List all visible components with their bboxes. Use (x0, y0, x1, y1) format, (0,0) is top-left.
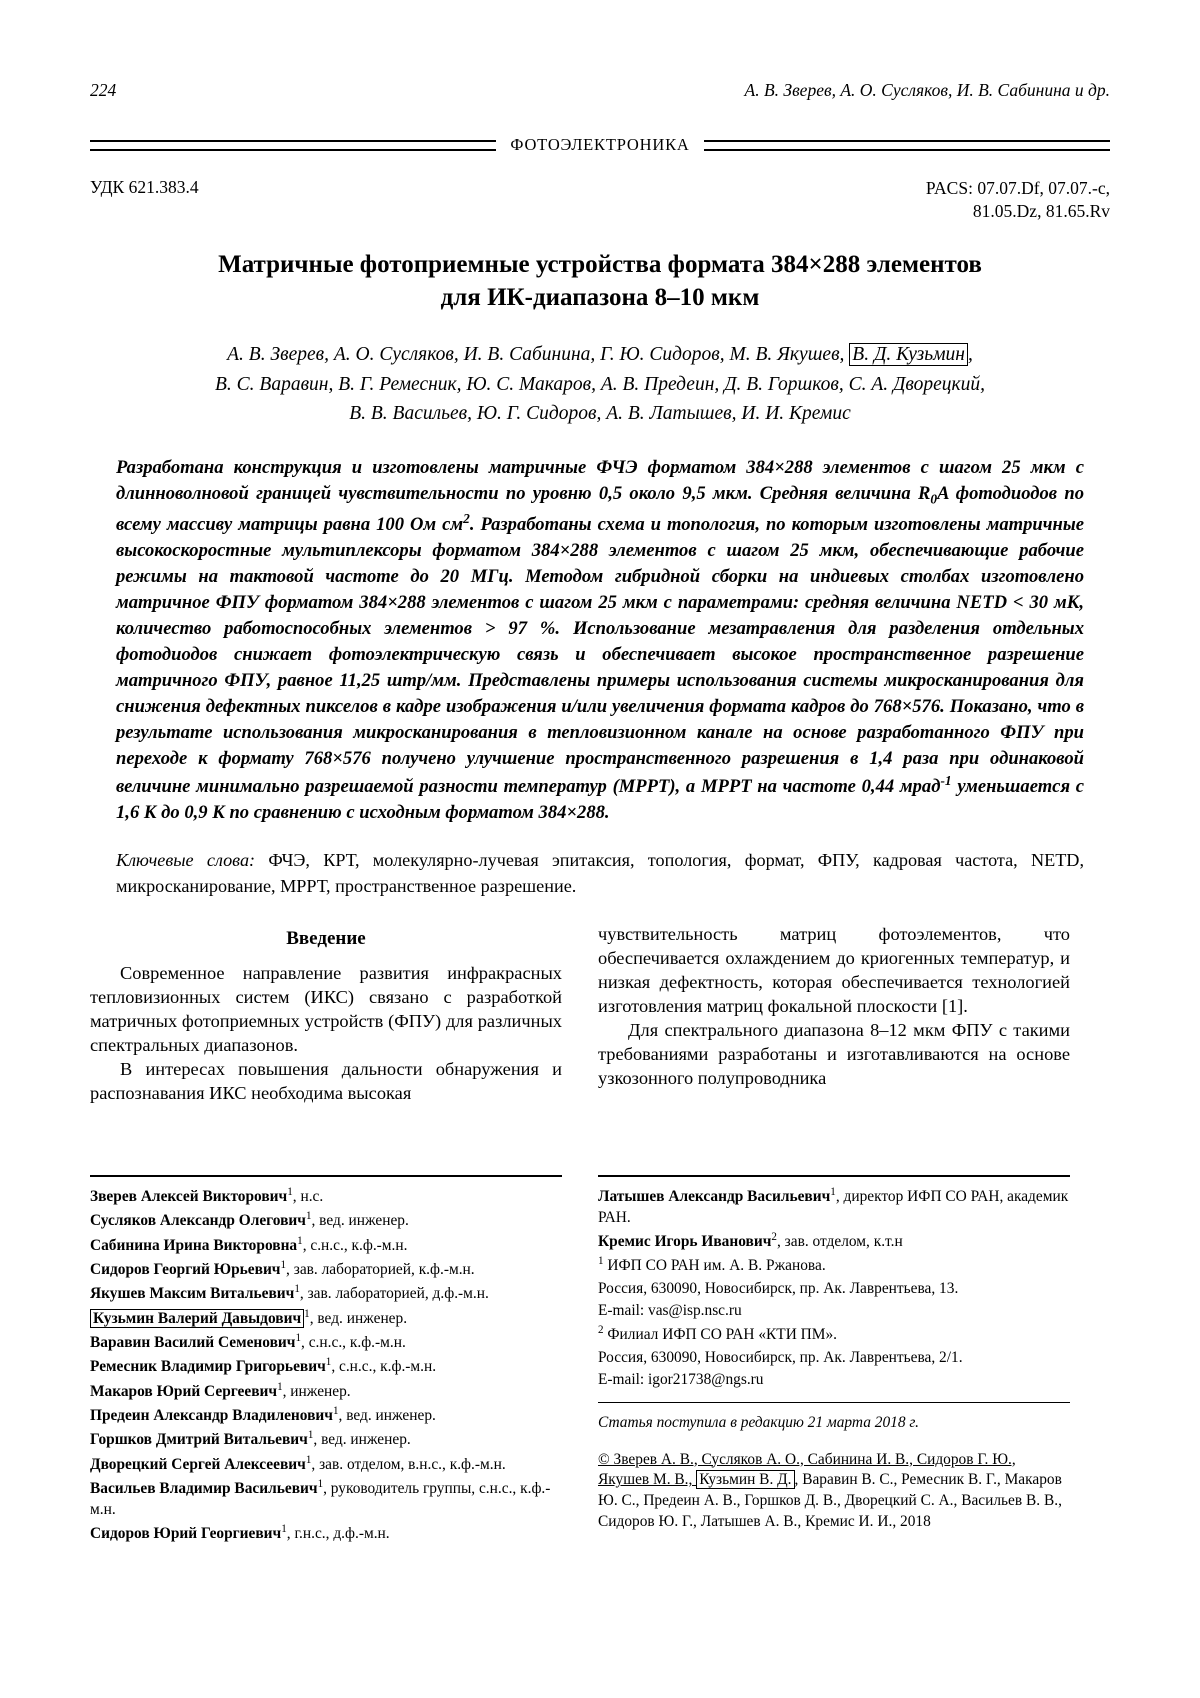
abstract-sup-1: 2 (463, 510, 470, 526)
footnote-affiliation-marker: 1 (830, 1186, 836, 1198)
footnote-affiliation-marker: 1 (304, 1307, 310, 1320)
affiliation-name: Филиал ИФП СО РАН «КТИ ПМ». (603, 1326, 837, 1344)
footnote-author-name: Кремис Игорь Иванович (598, 1233, 772, 1251)
footnote-author-entry (90, 1428, 562, 1451)
pacs-line-1: PACS: 07.07.Df, 07.07.-c, (925, 178, 1110, 198)
footnote-affiliation-marker: 1 (277, 1380, 283, 1393)
footnote-author-name: Сидоров Георгий Юрьевич (90, 1261, 281, 1279)
running-head (90, 80, 1110, 101)
footnote-author-entry (90, 1282, 562, 1305)
footnote-author-name: Зверев Алексей Викторович (90, 1188, 288, 1206)
footnote-affiliation-marker: 1 (297, 1234, 303, 1247)
footnote-column-right (598, 1175, 1070, 1548)
affiliation-name: ИФП СО РАН им. А. В. Ржанова. (603, 1257, 826, 1275)
footnote-author-entry (90, 1453, 562, 1476)
affiliation-entry (598, 1323, 1070, 1346)
received-date: Статья поступила в редакцию 21 марта 2018 г. (598, 1402, 1070, 1434)
footnote-author-entry (598, 1185, 1070, 1229)
footnote-author-entry (90, 1185, 562, 1208)
footnote-author-entry (90, 1522, 562, 1545)
pacs-codes (926, 177, 1110, 223)
footnote-author-entry (90, 1477, 562, 1521)
authors-line-2: В. С. Варавин, В. Г. Ремесник, Ю. С. Макаров, А. В. Предеин, Д. В. Горшков, С. А. Дворецкий, (214, 373, 986, 395)
footnote-affiliation-marker: 1 (280, 1259, 287, 1272)
title-line-2: для ИК-диапазона 8–10 мкм (440, 283, 760, 311)
footnote-author-role: , с.н.с., к.ф.-м.н. (302, 1236, 408, 1254)
footnote-affiliation-marker: 1 (317, 1478, 324, 1491)
authors-line-1-part-b: , (967, 344, 973, 366)
abstract-sub-1: 0 (930, 491, 938, 507)
highlighted-author: В. Д. Кузьмин (849, 343, 968, 366)
abstract-part-3: . Разработаны схема и топология, по которым изготовлены матричные высокоскоростные мультиплексоры форматом 384×288 элементов с шагом 25 мкм, обеспечивающие рабочие режимы на тактовой частоте до 20 МГц. Методом гибридной сборки на индиевых столбах изготовлено матричное ФПУ форматом 384×288 элементов с шагом 25 мкм с параметрами: средняя величина NETD < 30 мК, количество работоспособных элементов > 97 %. Использование мезатравления для разделения отдельных фотодиодов снижает фотоэлектрическую связь и обеспечивает высокое пространственное разрешение матричного ФПУ, равное 11,25 штр/мм. Представлены примеры использования системы микросканирования для снижения дефектных пикселов в кадре изображения и/или увеличения формата кадров до 768×576. Показано, что в результате использования микросканирования в тепловизионном канале на основе разработанного ФПУ при переходе к формату 768×576 получено улучшение пространственного разрешения в 1,4 раза при одинаковой величине минимально разрешаемой разности температур (МРРТ), а МРРТ на частоте 0,44 мрад (116, 513, 1084, 798)
body-columns (90, 923, 1110, 1105)
footnote-author-role: , зав. отделом, к.т.н (776, 1233, 903, 1251)
authors-line-3: В. В. Васильев, Ю. Г. Сидоров, А. В. Латышев, И. И. Кремис (349, 403, 851, 425)
paragraph-left-1: Современное направление развития инфракрасных тепловизионных систем (ИКС) связано с разработкой матричных фотоприемных устройств (ФПУ) для различных спектральных диапазонов. (90, 962, 562, 1055)
rule-left (90, 140, 496, 151)
paragraph-left-2: В интересах повышения дальности обнаружения и распознавания ИКС необходима высокая (90, 1058, 562, 1103)
affiliation-email[interactable]: E-mail: igor21738@ngs.ru (598, 1370, 764, 1388)
copyright-part-b: , Варавин В. С., Ремесник В. Г., Макаров Ю. С., Предеин А. В., Горшков Д. В., Дворецкий С. А., Васильев В. В., Сидоров Ю. Г., Латышев А. В., Кремис И. И., 2018 (598, 1471, 1062, 1530)
footnote-column-left (90, 1175, 562, 1548)
footnote-author-entry (598, 1230, 1070, 1253)
footnote-author-role: , инженер. (282, 1382, 351, 1400)
footnote-author-name: Латышев Александр Васильевич (598, 1188, 831, 1206)
footnote-author-entry-highlighted (90, 1307, 562, 1330)
footnote-author-role: , г.н.с., д.ф.-м.н. (286, 1525, 390, 1543)
footnote-author-entry (90, 1258, 562, 1281)
copyright-notice (598, 1450, 1070, 1533)
footnote-author-name: Предеин Александр Владиленович (90, 1407, 333, 1425)
affiliation-entry (598, 1254, 1070, 1277)
author-list (90, 340, 1110, 429)
footnote-author-role: , руководитель группы, с.н.с., к.ф.-м.н. (90, 1480, 551, 1518)
paper-title (90, 249, 1110, 314)
footnote-author-name: Васильев Владимир Васильевич (90, 1480, 318, 1498)
footnote-author-name: Варавин Василий Семенович (90, 1334, 296, 1352)
footnote-author-name: Горшков Дмитрий Витальевич (90, 1431, 308, 1449)
footnote-author-role: , вед. инженер. (313, 1431, 411, 1449)
footnote-affiliation-marker: 1 (325, 1356, 332, 1369)
footnote-affiliation-marker: 1 (287, 1186, 293, 1198)
footnote-author-role: , н.с. (292, 1188, 324, 1206)
affiliation-address: Россия, 630090, Новосибирск, пр. Ак. Лаврентьева, 2/1. (598, 1348, 963, 1366)
footnote-affiliation-marker: 1 (305, 1453, 312, 1466)
footnote-affiliation-marker: 1 (294, 1283, 300, 1296)
footnote-author-role: , с.н.с., к.ф.-м.н. (331, 1358, 437, 1376)
abstract-part-4: уменьшается с 1,6 К до 0,9 К по сравнению с исходным форматом 384×288. (116, 776, 1084, 824)
footnote-author-role: , вед. инженер. (311, 1212, 409, 1230)
affiliation-address: Россия, 630090, Новосибирск, пр. Ак. Лаврентьева, 13. (598, 1279, 959, 1297)
footnote-author-role: , зав. отделом, в.н.с., к.ф.-м.н. (311, 1455, 506, 1473)
footnote-affiliation-marker: 1 (307, 1429, 314, 1442)
title-line-1: Матричные фотоприемные устройства формата 384×288 элементов (218, 251, 982, 279)
abstract (116, 455, 1084, 826)
column-right (598, 923, 1070, 1105)
footnote-area (90, 1175, 1110, 1548)
abstract-sup-2: -1 (940, 773, 952, 789)
footnote-author-entry (90, 1355, 562, 1378)
abstract-part-2: A фотодиодов по всему массиву матрицы равна 100 Ом см (116, 483, 1084, 535)
section-heading-introduction: Введение (286, 928, 366, 950)
affiliation-marker: 1 (598, 1255, 604, 1268)
footnote-affiliation-marker: 1 (295, 1332, 302, 1345)
footnote-author-role: , с.н.с., к.ф.-м.н. (301, 1334, 406, 1352)
classification-codes (90, 177, 1110, 223)
rule-right (704, 140, 1110, 151)
page-number: 224 (90, 80, 117, 100)
keywords (116, 848, 1084, 899)
udc-code: УДК 621.383.4 (90, 177, 199, 197)
footnote-author-entry (90, 1209, 562, 1232)
footnote-author-role: , зав. лабораторией, к.ф.-м.н. (286, 1261, 475, 1279)
footnote-affiliation-marker: 2 (771, 1231, 777, 1244)
footnote-author-name: Сидоров Юрий Георгиевич (90, 1525, 282, 1543)
footnote-author-role: , вед. инженер. (338, 1407, 436, 1425)
footnote-author-role: , зав. лабораторией, д.ф.-м.н. (299, 1285, 489, 1303)
keywords-label: Ключевые слова: (116, 850, 256, 871)
copyright-part-a: © Зверев А. В., Сусляков А. О., Сабинина И. В., Сидоров Г. Ю., Якушев М. В., (598, 1450, 1016, 1489)
footnote-author-name: Якушев Максим Витальевич (90, 1285, 295, 1303)
copyright-highlighted-author: Кузьмин В. Д. (696, 1470, 794, 1489)
column-left (90, 923, 562, 1105)
pacs-line-2: 81.05.Dz, 81.65.Rv (972, 201, 1110, 222)
footnote-affiliation-marker: 1 (281, 1523, 287, 1536)
footnote-author-name: Макаров Юрий Сергеевич (90, 1382, 278, 1400)
footnote-author-entry (90, 1380, 562, 1403)
affiliation-email[interactable]: E-mail: vas@isp.nsc.ru (598, 1301, 742, 1319)
abstract-part-1: Разработана конструкция и изготовлены матричные ФЧЭ форматом 384×288 элементов с шагом 25 мкм с длинноволновой границей чувствительности по уровню 0,5 около 9,5 мкм. Средняя величина R (116, 457, 1084, 505)
footnote-author-role: , вед. инженер. (309, 1309, 408, 1327)
footnote-affiliation-marker: 1 (305, 1210, 312, 1223)
footnote-author-role: , директор ИФП СО РАН, академик РАН. (598, 1188, 1069, 1226)
keywords-text: ФЧЭ, КРТ, молекулярно-лучевая эпитаксия, топология, формат, ФПУ, кадровая частота, NETD, микросканирование, МРРТ, пространственное разрешение. (116, 850, 1084, 896)
footnote-author-name: Ремесник Владимир Григорьевич (90, 1358, 326, 1376)
journal-section-label: ФОТОЭЛЕКТРОНИКА (510, 135, 690, 154)
footnote-author-name: Сабинина Ирина Викторовна (90, 1236, 298, 1254)
affiliation-marker: 2 (598, 1324, 604, 1337)
journal-section-band (90, 135, 1110, 155)
footnote-author-entry (90, 1234, 562, 1257)
paragraph-right-1: чувствительность матриц фотоэлементов, что обеспечивается охлаждением до криогенных температур, и низкая дефектность, которая обеспечивается технологией изготовления матриц фокальной плоскости [1]. (598, 924, 1070, 1017)
footnote-author-name: Сусляков Александр Олегович (90, 1212, 306, 1230)
footnote-author-name: Дворецкий Сергей Алексеевич (90, 1455, 306, 1473)
paragraph-right-2: Для спектрального диапазона 8–12 мкм ФПУ с такими требованиями разработаны и изготавливаются на основе узкозонного полупроводника (598, 1019, 1070, 1088)
footnote-affiliation-marker: 1 (332, 1405, 339, 1418)
footnote-author-name-highlighted: Кузьмин Валерий Давыдович (90, 1309, 304, 1328)
authors-line-1-part-a: А. В. Зверев, А. О. Сусляков, И. В. Сабинина, Г. Ю. Сидоров, М. В. Якушев, (227, 344, 850, 366)
footnote-author-entry (90, 1404, 562, 1427)
footnote-author-entry (90, 1331, 562, 1354)
running-head-authors: А. В. Зверев, А. О. Сусляков, И. В. Сабинина и др. (744, 80, 1110, 100)
